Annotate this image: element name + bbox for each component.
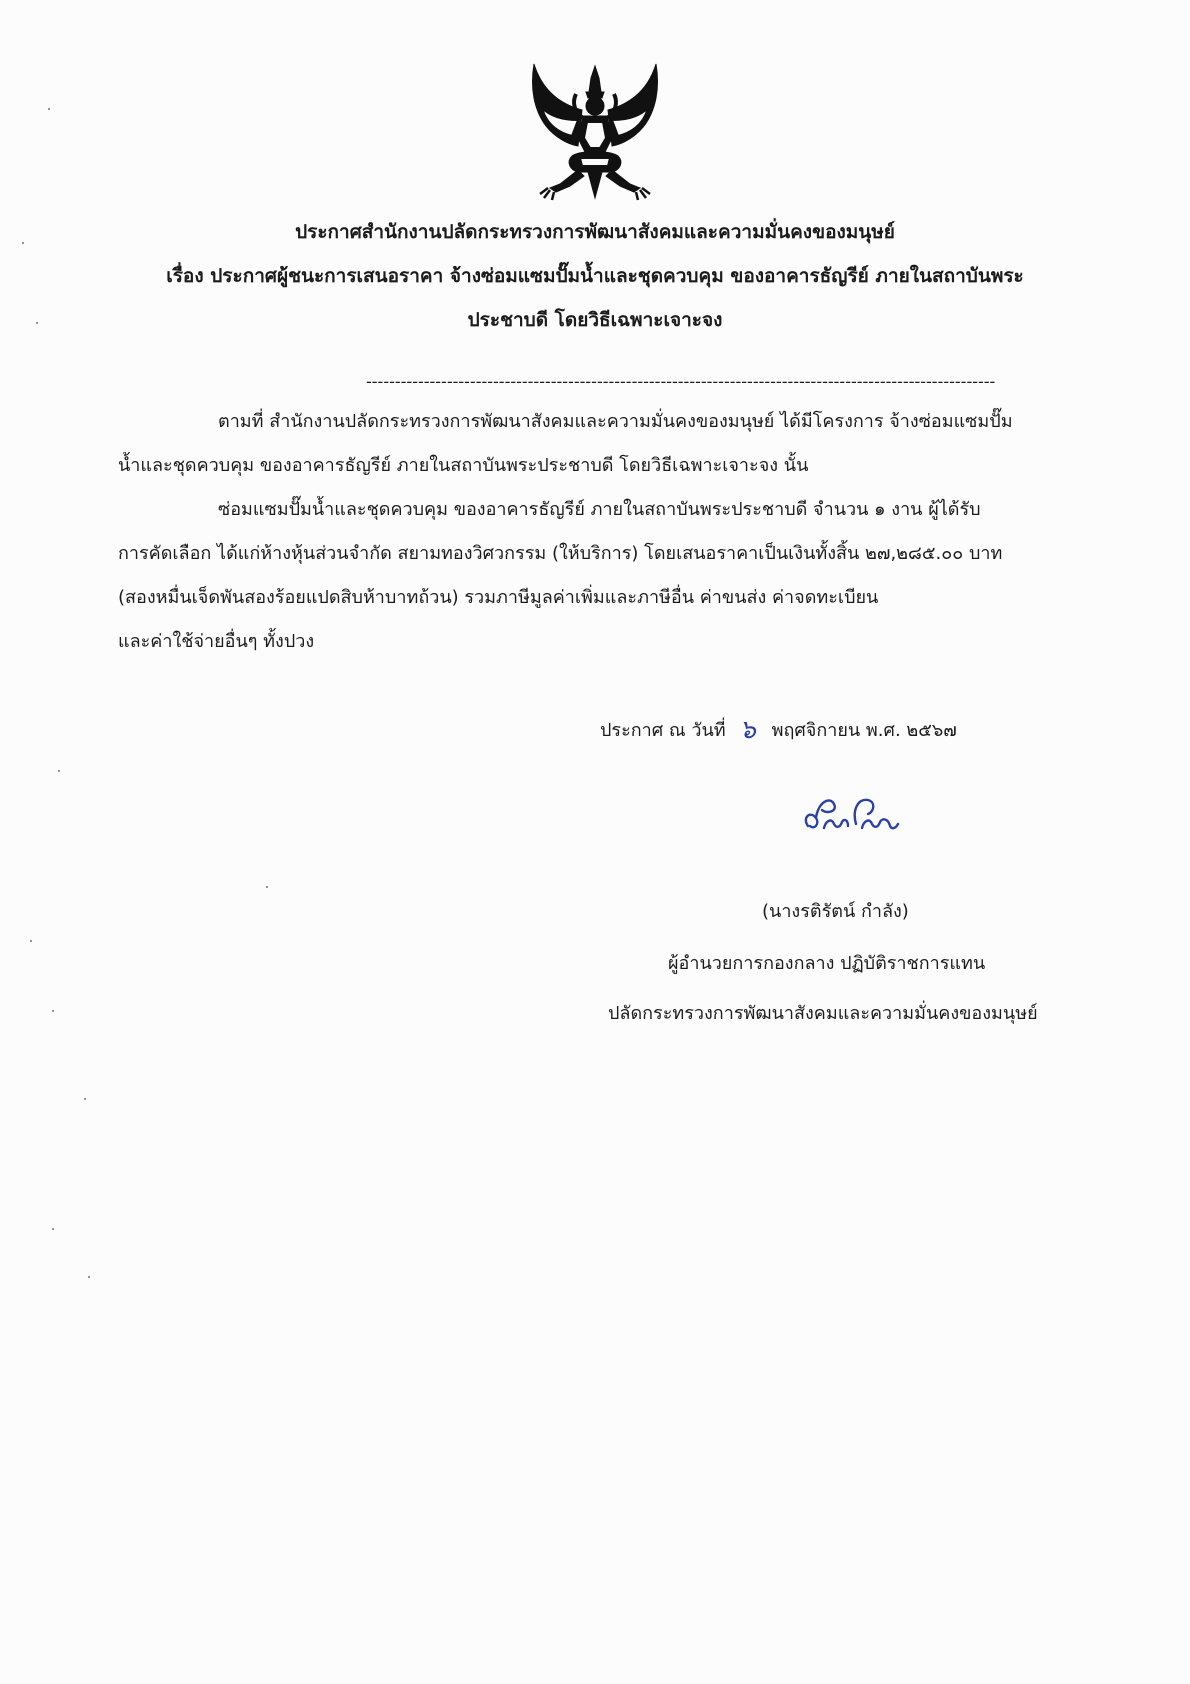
subject-line-1: เรื่อง ประกาศผู้ชนะการเสนอราคา จ้างซ่อมแซมปั๊มน้ำและชุดควบคุม ของอาคารธัญรีย์ ภายในสถาบันพระ [166, 265, 1024, 287]
paragraph-2-line-4: และค่าใช้จ่ายอื่นๆ ทั้งปวง [118, 631, 315, 652]
paragraph-2-line-2: การคัดเลือก ได้แก่ห้างหุ้นส่วนจำกัด สยามทองวิศวกรรม (ให้บริการ) โดยเสนอราคาเป็นเงินทั้งสิ้น ๒๗,๒๘๕.๐๐ บาท [118, 543, 1003, 564]
paragraph-2-line-3: (สองหมื่นเจ็ดพันสองร้อยแปดสิบห้าบาทถ้วน) รวมภาษีมูลค่าเพิ่มและภาษีอื่น ค่าขนส่ง ค่าจดทะเบียน [118, 587, 879, 608]
scan-speck [58, 770, 60, 772]
scan-speck [36, 322, 38, 324]
announcement-prefix: ประกาศ ณ วันที่ [600, 720, 726, 741]
subject-line-2: ประชาบดี โดยวิธีเฉพาะเจาะจง [467, 309, 723, 331]
signature-icon [800, 788, 904, 840]
paragraph-1-line-2: น้ำและชุดควบคุม ของอาคารธัญรีย์ ภายในสถาบันพระประชาบดี โดยวิธีเฉพาะเจาะจง นั้น [118, 455, 809, 476]
scan-speck [30, 940, 32, 942]
scan-speck [48, 108, 50, 110]
signatory-position-2: ปลัดกระทรวงการพัฒนาสังคมและความมั่นคงของมนุษย์ [608, 1003, 1038, 1024]
scan-speck [84, 1098, 86, 1100]
handwritten-day: ๖ [739, 715, 756, 745]
paragraph-2-line-1: ซ่อมแซมปั๊มน้ำและชุดควบคุม ของอาคารธัญรีย์ ภายในสถาบันพระประชาบดี จำนวน ๑ งาน ผู้ได้รับ [218, 499, 981, 520]
paragraph-1-line-1: ตามที่ สำนักงานปลัดกระทรวงการพัฒนาสังคมและความมั่นคงของมนุษย์ ได้มีโครงการ จ้างซ่อมแซมปั๊ม [218, 411, 1013, 432]
scan-speck [52, 1228, 54, 1230]
announcement-title: ประกาศสำนักงานปลัดกระทรวงการพัฒนาสังคมและความมั่นคงของมนุษย์ [295, 221, 895, 243]
separator-line: ------------------------------------------------------------------------------------------------------------- [366, 372, 996, 391]
announcement-month-year: พฤศจิกายน พ.ศ. ๒๕๖๗ [771, 720, 957, 741]
signatory-name: (นางรติรัตน์ กำลัง) [762, 901, 909, 922]
scan-speck [266, 886, 268, 888]
scan-speck [22, 242, 24, 244]
scan-speck [52, 1010, 54, 1012]
announcement-date [600, 714, 957, 745]
garuda-emblem-icon [520, 58, 670, 208]
scan-speck [88, 1276, 90, 1278]
signatory-position-1: ผู้อำนวยการกองกลาง ปฏิบัติราชการแทน [668, 953, 986, 974]
